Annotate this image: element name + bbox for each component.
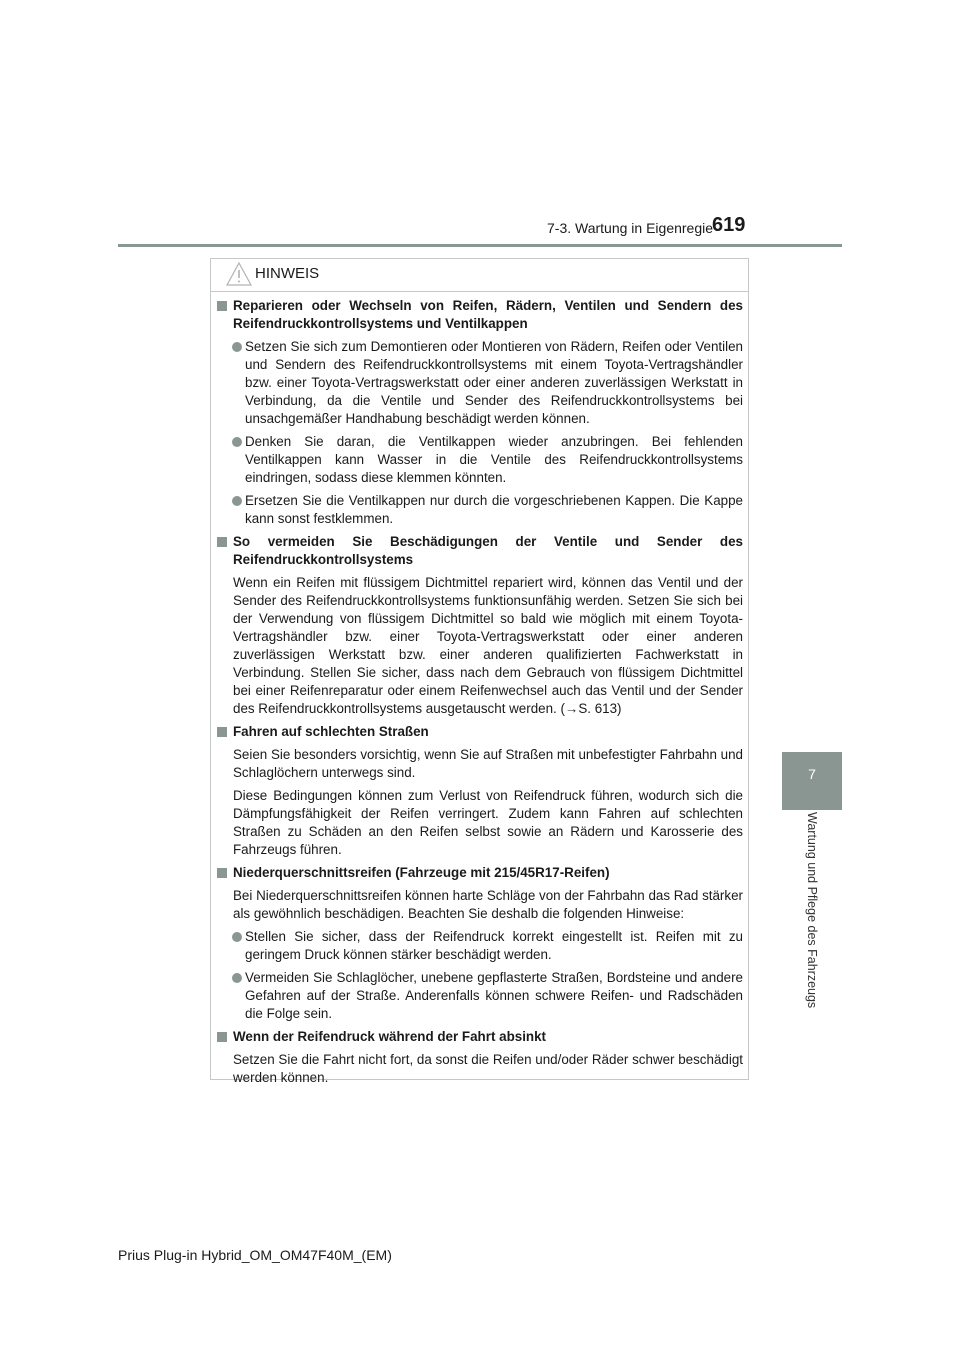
- list-item-text: Vermeiden Sie Schlaglöcher, unebene gepflasterte Straßen, Bordsteine und andere Gefahren auf der Straße. Anderenfalls können schwere Reifen- und Radschäden die Folge sein.: [245, 970, 743, 1021]
- section-title: 7-3. Wartung in Eigenregie: [547, 220, 714, 236]
- footer-text: Prius Plug-in Hybrid_OM_OM47F40M_(EM): [118, 1247, 392, 1263]
- notice-section: [217, 1028, 743, 1087]
- round-bullet-icon: [232, 932, 242, 942]
- list-item-text: Denken Sie daran, die Ventilkappen wieder anzubringen. Bei fehlenden Ventilkappen kann Wasser in die Ventile des Reifendruckkontrollsystems eindringen, sodass diese klemmen könnten.: [245, 434, 743, 485]
- chapter-number: 7: [808, 766, 816, 782]
- list-item: [217, 492, 743, 528]
- square-bullet-icon: [217, 727, 227, 737]
- chapter-strip: [782, 812, 842, 1042]
- body-paragraph: Setzen Sie die Fahrt nicht fort, da sonst die Reifen und/oder Räder schwer beschädigt werden können.: [233, 1052, 743, 1085]
- round-bullet-icon: [232, 437, 242, 447]
- notice-section: [217, 723, 743, 859]
- square-bullet-icon: [217, 868, 227, 878]
- body-paragraph: Seien Sie besonders vorsichtig, wenn Sie auf Straßen mit unbefestigter Fahrbahn und Schlaglöchern unterwegs sind.: [233, 747, 743, 780]
- body-paragraph: Diese Bedingungen können zum Verlust von Reifendruck führen, wodurch sich die Dämpfungsfähigkeit der Reifen verringert. Zudem kann Fahren auf schlechten Straßen zu Schäden an den Reifen selbst sowie an Rädern und Karosserie des Fahrzeugs führen.: [233, 788, 743, 857]
- chapter-tab: [782, 752, 842, 810]
- notice-section: [217, 533, 743, 718]
- list-item-text: Ersetzen Sie die Ventilkappen nur durch die vorgeschriebenen Kappen. Die Kappe kann sonst festklemmen.: [245, 493, 743, 526]
- square-bullet-icon: [217, 301, 227, 311]
- section-heading-text: Wenn der Reifendruck während der Fahrt absinkt: [233, 1029, 547, 1044]
- header-rule: [118, 244, 842, 247]
- square-bullet-icon: [217, 1032, 227, 1042]
- notice-label: HINWEIS: [255, 265, 320, 282]
- body-paragraph: Wenn ein Reifen mit flüssigem Dichtmittel repariert wird, können das Ventil und der Sender des Reifendruckkontrollsystems funktionsunfähig werden. Setzen Sie sich bei der Verwendung von flüssigem Dichtmittel so bald wie möglich mit einem Toyota-Vertragshändler bzw. einer Toyota-Vertragswerkstatt oder einer anderen zuverlässigen Werkstatt bzw. einer anderen qualifizierten Fachwerkstatt in Verbindung. Stellen Sie sicher, dass nach dem Gebrauch von flüssigem Dichtmittel bei einer Reifenreparatur oder einem Reifenwechsel auch das Ventil und der Sender des Reifendruckkontrollsystems ausgetauscht werden. (→S. 613): [233, 575, 743, 716]
- list-item: [217, 928, 743, 964]
- section-heading: [217, 533, 743, 569]
- list-item-text: Setzen Sie sich zum Demontieren oder Montieren von Rädern, Reifen oder Ventilen und Sendern des Reifendruckkontrollsystems mit einem Toyota-Vertragshändler bzw. einer Toyota-Vertragswerkstatt oder einer anderen zuverlässigen Werkstatt in Verbindung, da die Ventile und Sender des Reifendruckkontrollsystems bei unsachgemäßer Handhabung beschädigt werden können.: [245, 339, 743, 426]
- section-heading: [217, 864, 743, 882]
- list-item: [217, 969, 743, 1023]
- section-heading: [217, 297, 743, 333]
- notice-box: [210, 258, 749, 1085]
- page-number: 619: [712, 214, 746, 236]
- warning-triangle-icon: [226, 262, 252, 286]
- section-heading-text: Reparieren oder Wechseln von Reifen, Rädern, Ventilen und Sendern des Reifendruckkontrollsystems und Ventilkappen: [233, 298, 743, 331]
- list-item-text: Stellen Sie sicher, dass der Reifendruck korrekt eingestellt ist. Reifen mit zu geringem Druck können stärker beschädigt werden.: [245, 929, 743, 962]
- notice-header: [211, 259, 748, 292]
- section-heading-text: So vermeiden Sie Beschädigungen der Ventile und Sender des Reifendruckkontrollsystems: [233, 534, 743, 567]
- round-bullet-icon: [232, 342, 242, 352]
- section-heading: [217, 1028, 743, 1046]
- body-paragraph: Bei Niederquerschnittsreifen können harte Schläge von der Fahrbahn das Rad stärker als gewöhnlich beschädigen. Beachten Sie deshalb die folgenden Hinweise:: [233, 888, 743, 921]
- notice-section: [217, 297, 743, 528]
- round-bullet-icon: [232, 973, 242, 983]
- chapter-label: Wartung und Pflege des Fahrzeugs: [805, 812, 819, 1009]
- page-header: [0, 0, 960, 250]
- section-heading-text: Niederquerschnittsreifen (Fahrzeuge mit 215/45R17-Reifen): [233, 865, 610, 880]
- list-item: [217, 433, 743, 487]
- round-bullet-icon: [232, 496, 242, 506]
- notice-content: [217, 297, 743, 1092]
- section-heading-text: Fahren auf schlechten Straßen: [233, 724, 429, 739]
- square-bullet-icon: [217, 537, 227, 547]
- section-heading: [217, 723, 743, 741]
- notice-section: [217, 864, 743, 1023]
- list-item: [217, 338, 743, 428]
